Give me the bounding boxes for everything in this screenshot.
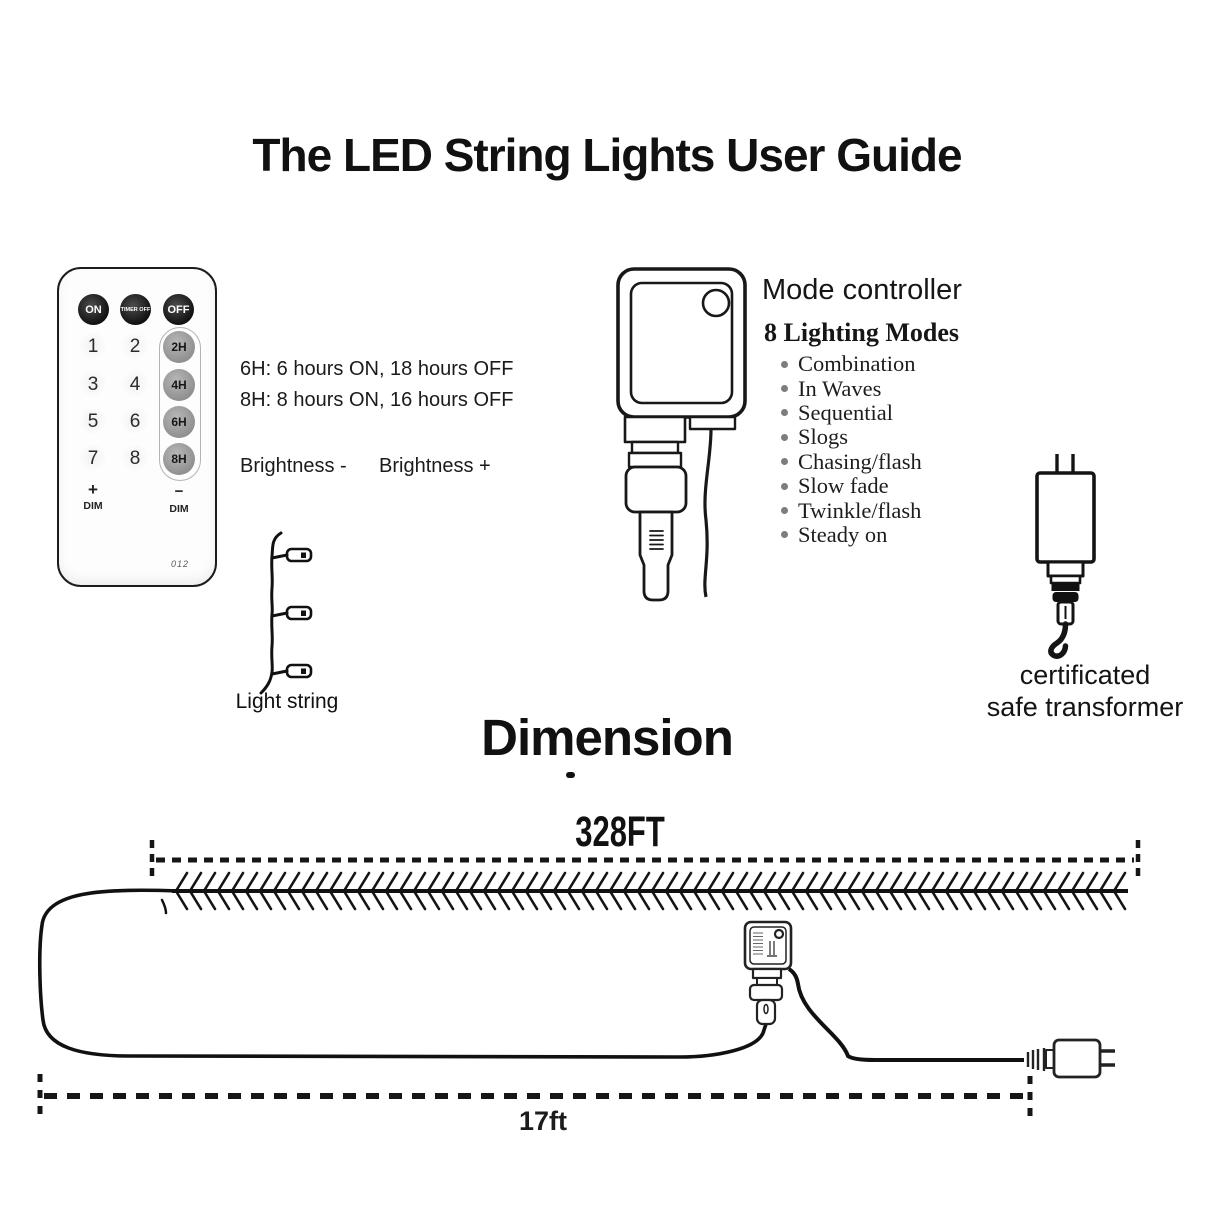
remote-2h-button: 2H — [163, 331, 195, 363]
remote-button-7: 7 — [78, 444, 108, 474]
mode-item-label: Twinkle/flash — [798, 497, 922, 523]
mode-controller-title: Mode controller — [762, 274, 962, 306]
remote-8h-button: 8H — [163, 443, 195, 475]
mode-item-label: Slow fade — [798, 473, 889, 499]
bullet-icon — [781, 507, 788, 514]
remote-6h-button: 6H — [163, 406, 195, 438]
bullet-icon — [781, 531, 788, 538]
power-plug — [1028, 1040, 1115, 1077]
bullet-icon — [781, 409, 788, 416]
remote-button-2: 2 — [120, 332, 150, 362]
remote-button-6: 6 — [120, 407, 150, 437]
light-string-run — [162, 869, 1128, 913]
mode-item — [781, 425, 922, 449]
dimension-title: Dimension — [481, 709, 733, 766]
left-loop-wire — [40, 890, 766, 1057]
remote-button-8: 8 — [120, 444, 150, 474]
mode-item-label: Chasing/flash — [798, 448, 922, 474]
remote-control-illustration — [57, 267, 217, 587]
dimension-dot — [566, 772, 575, 778]
remote-4h-button: 4H — [163, 369, 195, 401]
remote-model-code: 012 — [171, 559, 190, 569]
mode-item — [781, 450, 922, 474]
timer-info — [240, 354, 513, 416]
remote-dim-minus-sign: − — [174, 483, 184, 500]
mode-item-label: In Waves — [798, 375, 882, 401]
lighting-modes-title: 8 Lighting Modes — [764, 318, 960, 347]
transformer-caption-line1: certificated — [1019, 660, 1151, 690]
light-string-icon — [235, 528, 345, 698]
bullet-icon — [781, 483, 788, 490]
mode-item — [781, 352, 922, 376]
remote-dim-minus-label: DIM — [169, 503, 189, 515]
remote-button-1: 1 — [78, 332, 108, 362]
bullet-icon — [781, 434, 788, 441]
remote-dim-plus-sign: + — [88, 480, 98, 499]
lighting-modes-list — [781, 352, 922, 547]
page-title: The LED String Lights User Guide — [252, 129, 962, 181]
mode-item — [781, 401, 922, 425]
lead-wire — [789, 969, 1024, 1060]
remote-button-4: 4 — [120, 370, 150, 400]
remote-dim-plus-label: DIM — [83, 500, 103, 512]
brightness-minus-label: Brightness - — [240, 455, 347, 477]
transformer-icon — [1020, 450, 1140, 662]
remote-on-button: ON — [78, 294, 109, 325]
timer-info-line2: 8H: 8 hours ON, 16 hours OFF — [240, 389, 514, 411]
bullet-icon — [781, 385, 788, 392]
mode-item-label: Steady on — [798, 521, 888, 547]
lead-length-label: 17ft — [518, 1106, 567, 1136]
remote-timer-off-button: TIMER OFF — [120, 294, 151, 325]
mode-item — [781, 498, 922, 522]
remote-button-3: 3 — [78, 370, 108, 400]
remote-off-button: OFF — [163, 294, 194, 325]
mode-item — [781, 376, 922, 400]
bullet-icon — [781, 361, 788, 368]
brightness-plus-label: Brightness + — [379, 455, 491, 477]
mode-item — [781, 523, 922, 547]
mini-controller — [745, 922, 791, 1024]
timer-info-line1: 6H: 6 hours ON, 18 hours OFF — [240, 358, 514, 380]
mode-item-label: Slogs — [798, 424, 849, 450]
mode-item-label: Combination — [798, 351, 916, 377]
light-string-label: Light string — [235, 690, 339, 713]
remote-button-5: 5 — [78, 407, 108, 437]
total-length-label: 328FT — [575, 808, 665, 856]
lead-length-dimension-line — [40, 1074, 1030, 1122]
dimension-diagram — [0, 800, 1214, 1214]
transformer-caption-line2: safe transformer — [986, 691, 1184, 722]
bullet-icon — [781, 458, 788, 465]
mode-item — [781, 474, 922, 498]
mode-controller-icon — [595, 260, 735, 605]
mode-item-label: Sequential — [798, 399, 893, 425]
